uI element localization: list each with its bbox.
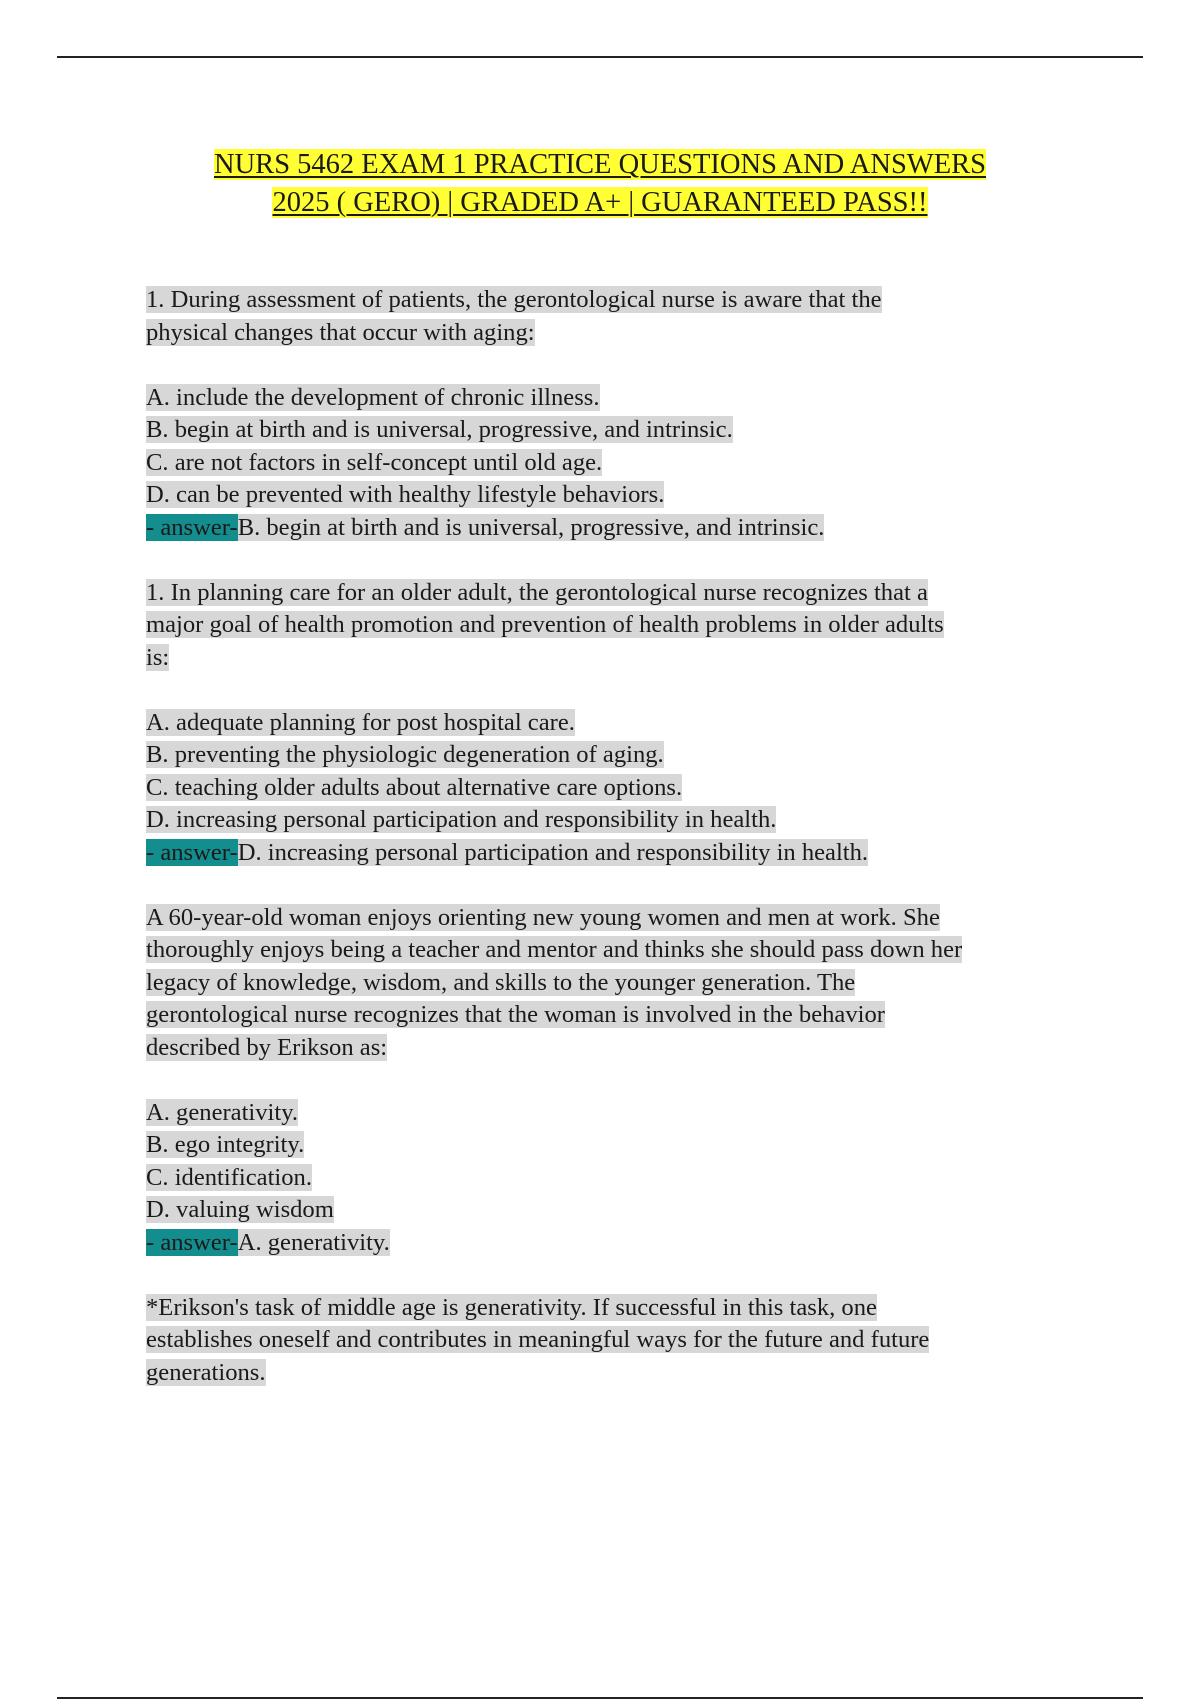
rationale-line: *Erikson's task of middle age is generativity. If successful in this task, one xyxy=(146,1293,877,1321)
answer-option: B. ego integrity. xyxy=(146,1131,305,1158)
answer-option: C. teaching older adults about alternative care options. xyxy=(146,773,683,801)
answer-option: D. can be prevented with healthy lifestyle behaviors. xyxy=(146,481,665,508)
question-stem-line: major goal of health promotion and prevention of health problems in older adults xyxy=(146,611,944,638)
question-stem-line: thoroughly enjoys being a teacher and mentor and thinks she should pass down her xyxy=(146,936,963,963)
answer-tag: - answer- xyxy=(146,1228,238,1256)
question-stem-line: 1. In planning care for an older adult, the gerontological nurse recognizes that a xyxy=(146,578,928,606)
header-rule xyxy=(57,56,1143,58)
document-title xyxy=(0,146,1200,222)
answer-line xyxy=(146,837,1106,870)
rationale-line: establishes oneself and contributes in meaningful ways for the future and future xyxy=(146,1326,930,1353)
question-stem-line: physical changes that occur with aging: xyxy=(146,318,535,346)
question-stem-line: 1. During assessment of patients, the gerontological nurse is aware that the xyxy=(146,286,882,313)
question-stem-line: legacy of knowledge, wisdom, and skills to the younger generation. The xyxy=(146,968,856,996)
title-line-2: 2025 ( GERO) | GRADED A+ | GUARANTEED PASS!! xyxy=(272,187,928,218)
answer-line xyxy=(146,512,1106,545)
correct-answer: B. begin at birth and is universal, progressive, and intrinsic. xyxy=(237,513,825,541)
answer-option: A. include the development of chronic illness. xyxy=(146,383,600,411)
question-block xyxy=(146,284,1106,544)
answer-option: A. adequate planning for post hospital care. xyxy=(146,708,575,736)
answer-option: A. generativity. xyxy=(146,1098,299,1126)
question-stem-line: described by Erikson as: xyxy=(146,1033,388,1061)
answer-option: C. identification. xyxy=(146,1163,312,1191)
answer-tag: - answer- xyxy=(146,513,238,541)
answer-option: C. are not factors in self-concept until old age. xyxy=(146,448,603,476)
rationale-line: generations. xyxy=(146,1358,266,1386)
title-line-1: NURS 5462 EXAM 1 PRACTICE QUESTIONS AND ANSWERS xyxy=(214,149,986,180)
question-stem-line: A 60-year-old woman enjoys orienting new young women and men at work. She xyxy=(146,903,940,931)
correct-answer: A. generativity. xyxy=(237,1228,390,1256)
answer-option: B. begin at birth and is universal, progressive, and intrinsic. xyxy=(146,416,733,443)
answer-line xyxy=(146,1227,1106,1260)
answer-option: D. increasing personal participation and responsibility in health. xyxy=(146,806,777,833)
question-block xyxy=(146,577,1106,870)
correct-answer: D. increasing personal participation and responsibility in health. xyxy=(237,838,869,866)
answer-tag: - answer- xyxy=(146,838,238,866)
footer-rule xyxy=(57,1697,1143,1699)
document-body xyxy=(146,284,1106,1389)
question-stem-line: is: xyxy=(146,643,170,671)
question-stem-line: gerontological nurse recognizes that the woman is involved in the behavior xyxy=(146,1001,885,1028)
answer-option: B. preventing the physiologic degeneration of aging. xyxy=(146,741,664,768)
answer-option: D. valuing wisdom xyxy=(146,1196,334,1223)
question-block xyxy=(146,902,1106,1390)
